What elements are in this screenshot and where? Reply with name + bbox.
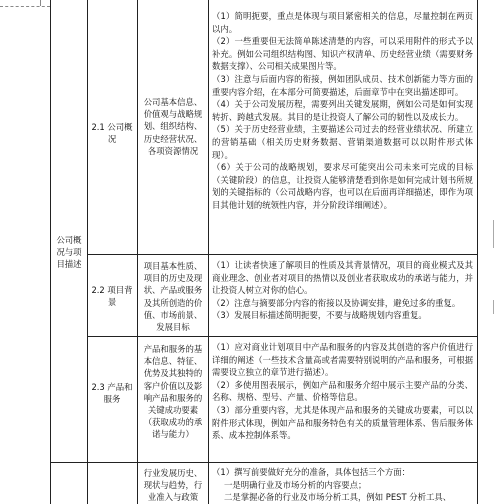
- content-2-2-para-1: （1）让读者快速了解项目的性质及其背景情况，项目的商业模式及其商业理念、创业者对项目的热情以及创业者获取成功的承诺与能力，并让投资人树立对你的信心。: [212, 260, 473, 296]
- content-2-2-para-2: （2）注意与摘要部分内容的衔接以及协调安排，避免过多的重复。: [212, 297, 461, 308]
- table-border-right: [477, 0, 478, 504]
- table-border-left: [50, 0, 51, 504]
- content-2-4: [212, 466, 473, 504]
- sub-label-2-1: 2.1 公司概况: [91, 122, 133, 145]
- content-2-1-para-6: （6）关于公司的战略规划，要求尽可能突出公司未来可完成的目标（关键阶段）的信息，让投资人能够清楚看到你是如何完成计划书所规划的关键指标的（公司战略内容，也可以在后面再详细描述，即作为项目其他计划的统领性内容，并分阶段详细阐述）。: [212, 162, 473, 210]
- section-label-overview: 公司概况与项目描述: [56, 235, 82, 270]
- content-2-2: [212, 259, 473, 322]
- content-2-1-para-5: （5）关于历史经营业绩，主要描述公司过去的经营业绩状况、所建立的营销基础（相关历史财务数据、营销渠道数据可以以附件形式体现）。: [212, 124, 473, 160]
- row-divider-21-22: [87, 254, 478, 255]
- content-2-4-para-2: 一是明确行业及市场分析的内容要点；: [224, 479, 367, 490]
- column-divider-2: [137, 0, 138, 504]
- content-2-2-para-3: （3）发展目标描述简明扼要，不要与战略规划内容重复。: [212, 310, 427, 321]
- content-2-1-para-1: （1）简明扼要，重点是体现与项目紧密相关的信息，尽量控制在两页以内。: [212, 11, 473, 34]
- content-2-1: [212, 10, 473, 212]
- sub-label-2-2: 2.2 项目背景: [91, 285, 133, 308]
- content-2-1-para-3: （3）注意与后面内容的衔接，例如团队成员、技术创新能力等方面的重要内容介绍，在本部分可简要描述，后面章节中在突出描述即可。: [212, 73, 473, 97]
- content-2-1-para-4: （4）关于公司发展历程，需要列出关键发展期，例如公司是如何实现转折、跨越式发展。其目的是让投资人了解公司的韧性以及成长力。: [212, 99, 473, 122]
- content-2-3-para-1: （1）应对商业计划项目中产品和服务的内容及其创造的客户价值进行详细的阐述（一些技术含量高或者需要特别说明的产品和服务，可根据需要设立独立的章节进行描述）。: [212, 342, 473, 378]
- guide-dashed-top: [0, 6, 50, 7]
- content-2-3: [212, 341, 473, 442]
- sub-label-2-3: 2.3 产品和服务: [91, 382, 133, 405]
- topic-2-1: 公司基本信息、价值观与战略规划、组织结构、历史经营状况、各项资源情况: [143, 97, 203, 156]
- row-divider-22-23: [87, 336, 478, 337]
- content-2-4-para-1: （1）撰写前要做好充分的准备，具体包括三个方面：: [212, 467, 410, 477]
- topic-2-3: 产品和服务的基本信息、特征、优势及其独特的客户价值以及影响产品和服务的关键成功要素（获取成功的承诺与能力）: [143, 344, 203, 440]
- topic-2-2: 项目基本性质、项目的历史及现状、产品或服务及其所创造的价值、市场前景、发展目标: [143, 261, 203, 333]
- content-2-1-para-2: （2）一些重要但无法简单陈述清楚的内容，可以采用附件的形式予以补充。例如公司组织结构图、知识产权清单、历史经营业绩（需要财务数据支撑）、公司相关成果图片等。: [212, 36, 473, 72]
- column-divider-1: [87, 0, 88, 504]
- guide-dashed-left: [40, 0, 41, 6]
- column-divider-3: [208, 0, 209, 504]
- content-2-3-para-2: （2）多使用图表展示，例如产品和服务介绍中展示主要产品的分类、名称、规格、型号、产量、价格等信息。: [212, 379, 473, 403]
- content-2-3-para-3: （3）部分重要内容，尤其是体现产品和服务的关键成功要素，可以以附件形式体现，例如产品和服务特色有关的质量管理体系、售后服务体系、成本控制体系等。: [212, 404, 473, 441]
- scroll-mark-top: [493, 220, 494, 248]
- topic-2-4: 行业发展历史、现状与趋势，行业准入与政策: [143, 468, 203, 503]
- row-divider-23-24: [50, 462, 478, 463]
- scroll-mark-bottom: [493, 300, 494, 314]
- content-2-4-para-3: 二是掌握必备的行业及市场分析工具，例如 PEST 分析工具、: [224, 492, 452, 503]
